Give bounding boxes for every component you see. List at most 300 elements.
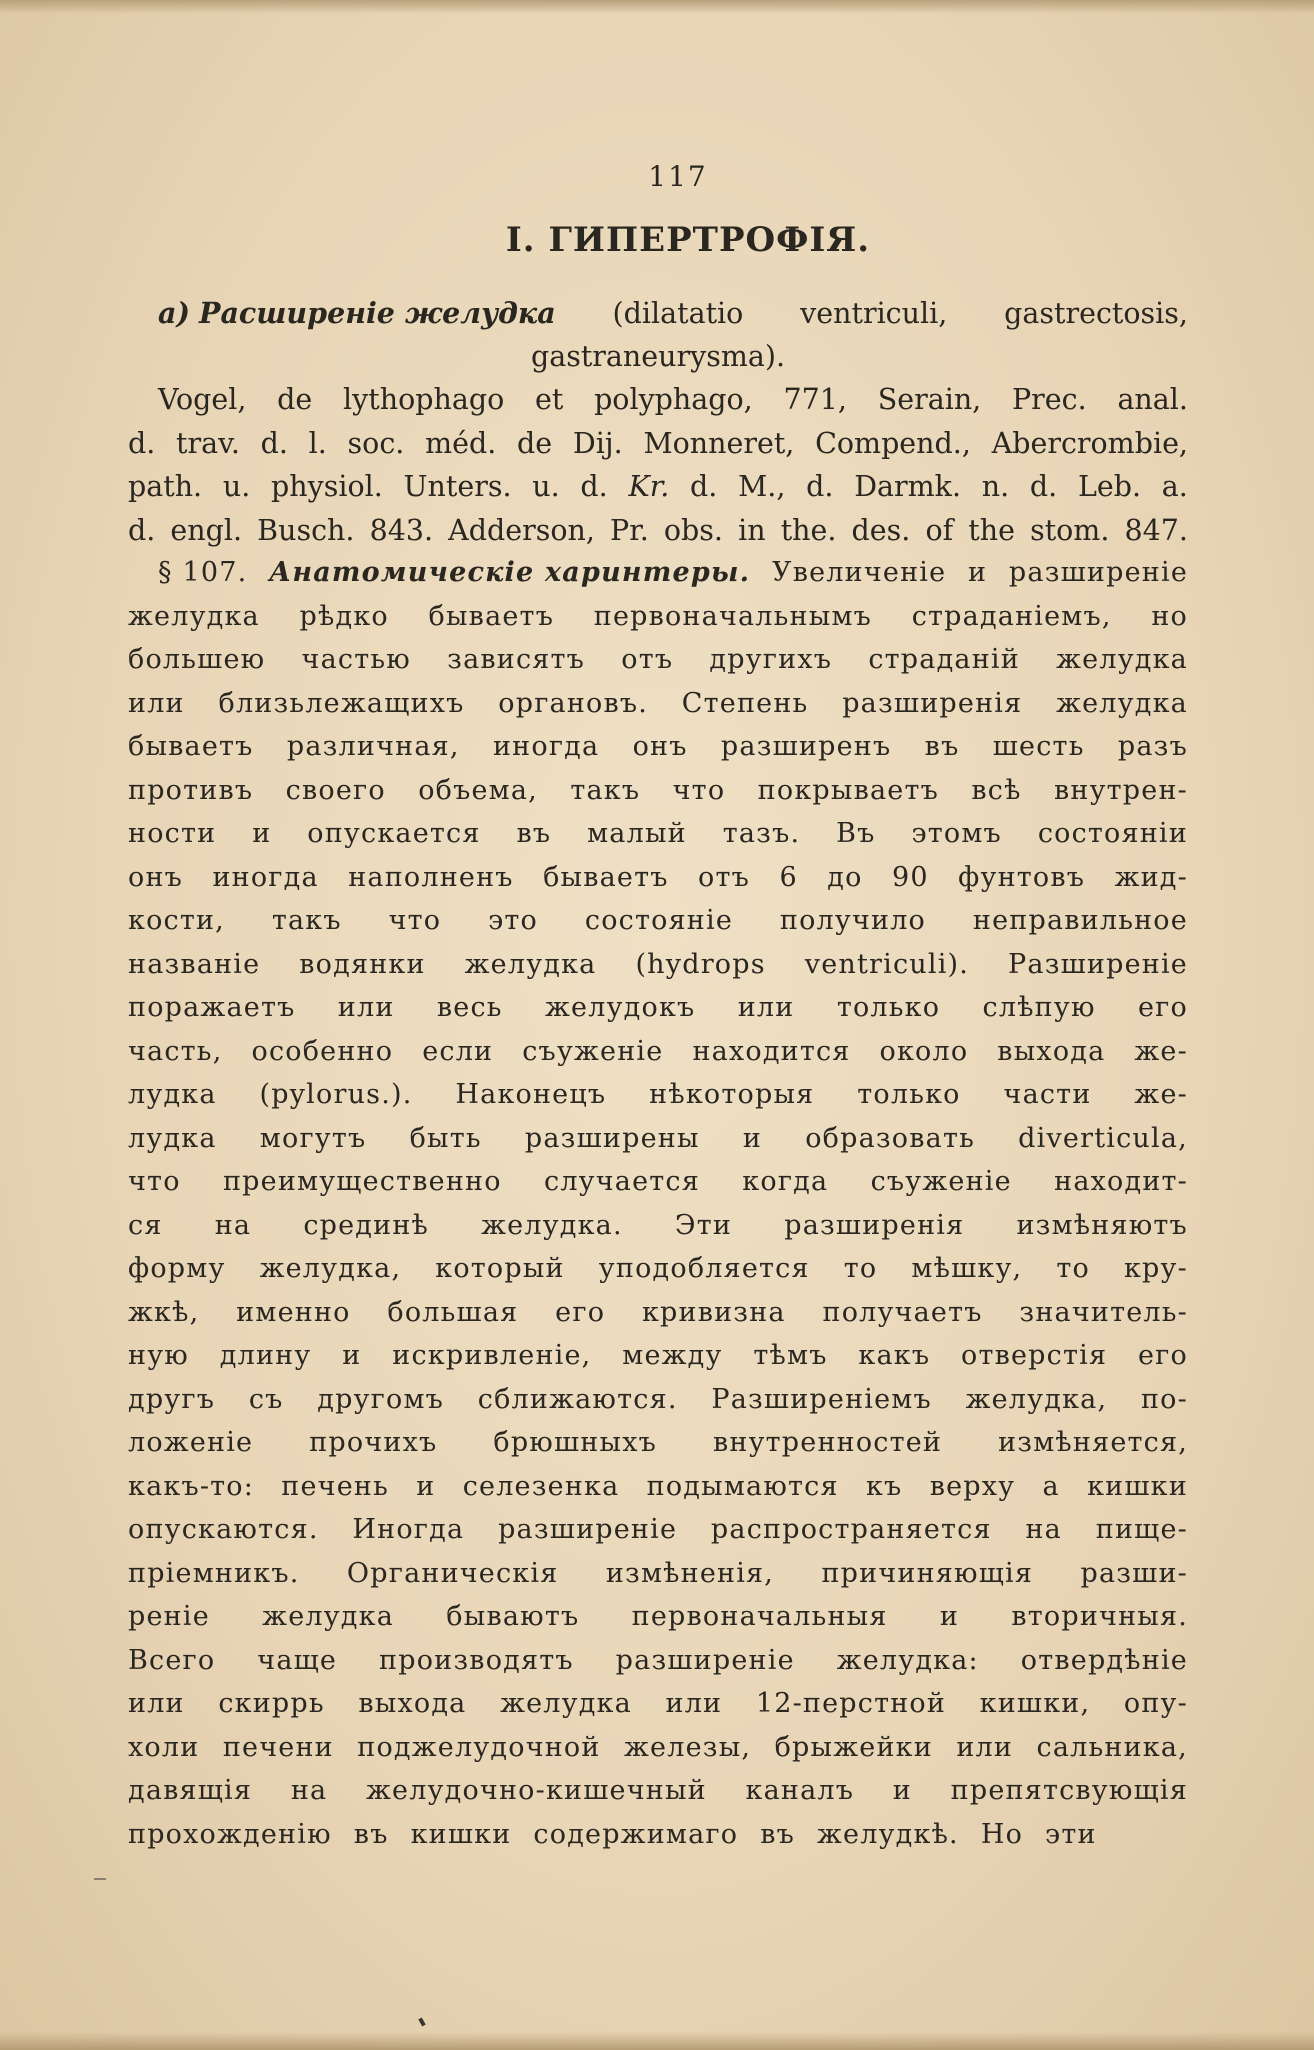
bibliography-line: [128, 427, 1188, 471]
bibliography-word: Abercrombie,: [991, 426, 1188, 460]
paragraph-word: это: [488, 905, 539, 936]
paragraph-word: фунтовъ: [958, 861, 1086, 893]
paragraph-word: отвердѣніе: [1020, 1644, 1188, 1676]
paragraph-body: [128, 601, 1188, 1863]
paragraph-word: покрываетъ: [757, 774, 939, 806]
paragraph-word: лудка: [128, 1079, 217, 1110]
paragraph-word: состояніи: [1037, 818, 1188, 849]
paragraph-word: съ: [248, 1383, 284, 1415]
paragraph-word: и: [252, 818, 272, 849]
paragraph-word: названіе: [128, 948, 261, 980]
paragraph-word: прохожденію: [128, 1818, 332, 1850]
paragraph-word: (hydrops: [635, 948, 766, 980]
heading-line: [128, 296, 1188, 340]
text-block: [128, 160, 1188, 1862]
paragraph-word: форму: [128, 1253, 226, 1284]
paragraph-line: [128, 1166, 1188, 1210]
bibliography: [128, 383, 1188, 557]
bibliography-word: Dij.: [572, 426, 623, 460]
paragraph-word: измѣняютъ: [1016, 1209, 1188, 1241]
paragraph-word: находится: [692, 1035, 851, 1067]
paragraph-word: въ: [924, 731, 960, 762]
paragraph-word: кишки: [410, 1818, 512, 1850]
paragraph-word: желудка,: [965, 1383, 1108, 1415]
paragraph-word: иногда: [212, 861, 319, 893]
paragraph-word: отъ: [621, 644, 674, 675]
paragraph-word: (pylorus.).: [259, 1079, 413, 1110]
paragraph-word: только: [836, 992, 941, 1023]
paragraph-word: нѣкоторыя: [649, 1079, 815, 1110]
paragraph-word: бываетъ: [543, 861, 669, 893]
paragraph-word: въ: [353, 1818, 389, 1850]
paragraph-word: опускается: [307, 818, 481, 849]
paragraph-word: Въ: [836, 818, 876, 849]
paragraph-line: [128, 1079, 1188, 1123]
paragraph-word: причиняющія: [821, 1557, 1034, 1589]
paragraph-word: шесть: [992, 731, 1085, 762]
paragraph-word: срединѣ: [303, 1209, 429, 1241]
paragraph-word: кривизна: [641, 1296, 786, 1328]
paragraph-word: желудка,: [259, 1253, 402, 1284]
bibliography-word: de: [517, 426, 553, 460]
paragraph-word: поражаетъ: [128, 992, 296, 1023]
paragraph-word: на: [214, 1209, 252, 1241]
heading-label: a) Расширеніе желудка: [158, 296, 556, 330]
paragraph-word: такъ: [570, 774, 641, 806]
bibliography-word: M.,: [738, 470, 786, 503]
paragraph-line: [128, 644, 1188, 688]
paragraph-word: брыжейки: [774, 1731, 933, 1763]
paragraph-word: Увеличеніе: [772, 557, 947, 588]
section-title: I. ГИПЕРТРОФІЯ.: [505, 220, 871, 260]
paragraph-word: тазъ.: [722, 818, 801, 849]
paragraph-word: на: [290, 1775, 328, 1806]
paragraph-line: [128, 1601, 1188, 1645]
paragraph-word: въ: [760, 1818, 796, 1850]
paragraph-word: и: [892, 1775, 912, 1806]
paragraph-word: желудка: [262, 1601, 395, 1632]
bibliography-word: Pr.: [610, 513, 649, 547]
paragraph-word: или: [737, 992, 795, 1023]
paragraph-word: Наконецъ: [455, 1079, 607, 1110]
bibliography-word: the.: [780, 513, 837, 547]
paragraph-word: разъ: [1117, 731, 1188, 762]
bibliography-word: d.: [806, 470, 834, 503]
paragraph-word: часть,: [128, 1035, 223, 1067]
paragraph-word: иногда: [492, 731, 600, 762]
paragraph-word: то: [1056, 1253, 1090, 1284]
paragraph-word: близьлежащихъ: [218, 687, 465, 719]
bibliography-word: physiol.: [271, 470, 383, 503]
paragraph-word: или: [956, 1731, 1014, 1763]
bibliography-word: Kr.: [628, 470, 670, 503]
paragraph-word: получило: [779, 905, 927, 936]
paragraph-word: образовать: [805, 1122, 975, 1154]
bibliography-word: l.: [308, 426, 327, 460]
paragraph-word: 6: [779, 861, 798, 893]
paragraph-word: измѣняется,: [998, 1427, 1188, 1458]
paragraph-word: или: [665, 1688, 723, 1719]
bibliography-word: of: [925, 513, 954, 547]
paragraph-word: опу-: [1123, 1688, 1188, 1719]
paragraph-word: большею: [128, 644, 266, 675]
paragraph-word: же-: [1134, 1035, 1188, 1067]
bibliography-word: d.: [260, 426, 288, 460]
paragraph-word: съуженіе: [870, 1166, 1012, 1197]
paragraph-word: желудка: [1056, 644, 1188, 675]
paragraph-word: своего: [285, 774, 386, 806]
paragraph-word: Но: [980, 1818, 1024, 1850]
paragraph-word: водянки: [299, 948, 426, 980]
paragraph-word: быть: [409, 1122, 482, 1154]
paragraph-word: желудка: [128, 600, 260, 632]
bibliography-word: u.: [532, 470, 560, 503]
paragraph-line: [128, 1036, 1188, 1080]
paragraph-word: брюшныхъ: [493, 1427, 657, 1458]
paragraph-word: и: [968, 557, 988, 588]
bibliography-word: engl.: [170, 513, 243, 547]
paragraph-word: находит-: [1054, 1166, 1188, 1197]
bibliography-word: 847.: [1124, 513, 1188, 547]
paragraph-word: получаетъ: [822, 1296, 983, 1328]
paragraph-word: разширеніе: [615, 1644, 795, 1676]
page-bottom-shadow: [0, 2032, 1314, 2050]
paragraph-word: особенно: [251, 1035, 394, 1067]
paragraph-word: длину: [219, 1340, 312, 1371]
paragraph-line: [128, 1775, 1188, 1819]
paragraph-word: Разширеніемъ: [711, 1383, 932, 1415]
paragraph-word: около: [879, 1035, 969, 1067]
paragraph-line: [128, 862, 1188, 906]
heading-line: [128, 340, 1188, 384]
paragraph-word: онъ: [632, 731, 688, 762]
paragraph-word: такъ: [271, 905, 342, 936]
ink-speck: [418, 2018, 425, 2027]
paragraph-line: [128, 1514, 1188, 1558]
bibliography-word: Unters.: [403, 470, 512, 503]
paragraph-word: разши-: [1080, 1557, 1188, 1589]
paragraph-word: или: [128, 1688, 185, 1719]
bibliography-word: Prec.: [1012, 383, 1087, 416]
paragraph-word: именно: [236, 1296, 351, 1328]
paragraph-word: если: [422, 1035, 494, 1067]
paragraph-word: могутъ: [259, 1122, 367, 1154]
paragraph-word: подымаются: [646, 1470, 839, 1502]
paragraph-word: верху: [929, 1470, 1016, 1502]
paragraph-word: внутрен-: [1053, 774, 1188, 806]
paragraph-word: ся: [128, 1209, 163, 1241]
paragraph-word: эти: [1045, 1818, 1097, 1850]
bibliography-word: Adderson,: [448, 513, 595, 547]
paragraph-word: разширенія: [784, 1209, 965, 1241]
paragraph-word: же-: [1134, 1079, 1188, 1110]
paragraph-word: рѣдко: [299, 600, 389, 632]
paragraph-word: каналъ: [745, 1775, 855, 1806]
paragraph-word: малый: [587, 818, 687, 849]
paragraph-word: слѣпую: [982, 992, 1096, 1023]
paragraph-word: сальника,: [1036, 1731, 1188, 1763]
paragraph-word: этомъ: [911, 818, 1002, 849]
paragraph-line: [128, 1558, 1188, 1602]
paragraph-word: 90: [891, 861, 929, 893]
paragraph-word: только: [857, 1079, 961, 1110]
paragraph-word: что: [128, 1166, 181, 1197]
paragraph-word: 12-перстной: [755, 1688, 947, 1719]
paragraph-word: разширеніе: [1008, 557, 1188, 588]
bibliography-word: d.: [128, 426, 156, 460]
bibliography-word: Darmk.: [854, 470, 962, 503]
paragraph-word: и: [742, 1122, 763, 1154]
paragraph-word: селезенка: [462, 1470, 620, 1502]
paragraph-word: его: [1138, 1340, 1188, 1371]
paragraph-word: части: [1003, 1079, 1092, 1110]
paragraph-word: Иногда: [352, 1514, 465, 1545]
paragraph-word: или: [337, 992, 395, 1023]
paragraph-word: давящія: [128, 1775, 253, 1806]
bibliography-word: the: [968, 513, 1015, 547]
paragraph-word: Разширеніе: [1008, 948, 1188, 980]
bibliography-word: Busch.: [257, 513, 355, 547]
paragraph-word: частью: [301, 644, 411, 675]
heading-word: ventriculi,: [800, 297, 948, 330]
paragraph-line: [128, 1427, 1188, 1471]
paragraph-word: пище-: [1095, 1514, 1188, 1545]
heading-continuation: gastraneurysma).: [530, 339, 786, 373]
paragraph-word: различная,: [286, 731, 460, 762]
paragraph-word: желудочно-кишечный: [365, 1775, 707, 1806]
bibliography-word: Monneret,: [643, 426, 795, 460]
paragraph-word: искривленіе,: [392, 1340, 592, 1371]
paragraph-line: [128, 1384, 1188, 1428]
paragraph-word: ную: [128, 1340, 189, 1371]
bibliography-word: Compend.,: [815, 426, 971, 460]
paragraph-line: [128, 1297, 1188, 1341]
paragraph-word: другихъ: [709, 644, 833, 675]
paragraph-word: желудкѣ.: [817, 1818, 959, 1850]
paragraph-line: [128, 1471, 1188, 1515]
paragraph-word: который: [435, 1253, 565, 1284]
paragraph-line: [128, 1645, 1188, 1689]
paragraph-word: Степень: [681, 687, 809, 719]
paragraph-word: онъ: [128, 861, 184, 893]
paragraph-word: жкѣ,: [128, 1296, 200, 1328]
bibliography-word: Leb.: [1077, 470, 1142, 503]
paragraph-word: между: [622, 1340, 723, 1371]
paragraph-word: значитель-: [1019, 1296, 1188, 1328]
bibliography-word: obs.: [663, 513, 723, 547]
paragraph-word: что: [672, 774, 726, 806]
paragraph-line: [128, 949, 1188, 993]
paragraph-word: первоначальнымъ: [593, 600, 873, 632]
paragraph-first-line: [128, 557, 1188, 601]
paragraph-word: его: [555, 1296, 606, 1328]
paragraph-word: жид-: [1114, 861, 1188, 893]
paragraph-word: разширенія: [842, 687, 1023, 719]
paragraph-word: какъ: [858, 1340, 931, 1371]
paragraph-word: то: [843, 1253, 878, 1284]
bibliography-word: trav.: [176, 426, 240, 460]
heading-word: gastrectosis,: [1004, 297, 1188, 330]
paragraph-word: реніе: [128, 1601, 210, 1632]
paragraph-word: преимущественно: [222, 1166, 502, 1197]
paragraph-word: желудка:: [836, 1644, 979, 1676]
paragraph-line: [128, 1210, 1188, 1254]
paragraph-word: органовъ.: [498, 687, 649, 719]
paragraph-word: производятъ: [379, 1644, 574, 1676]
paragraph-word: печени: [222, 1731, 334, 1763]
paragraph-line: [128, 992, 1188, 1036]
paragraph-word: когда: [742, 1166, 829, 1197]
paragraph-word: скиррь: [218, 1688, 325, 1719]
bibliography-word: d.: [1029, 470, 1058, 503]
paragraph-word: желудка: [1056, 687, 1188, 719]
bibliography-word: de: [277, 383, 313, 416]
bibliography-word: et: [534, 383, 564, 416]
paragraph-word: кру-: [1123, 1253, 1188, 1284]
paragraph-word: кости,: [128, 905, 225, 936]
paragraph-word: и: [416, 1470, 436, 1502]
paragraph-word: бываетъ: [428, 600, 555, 632]
bibliography-word: a.: [1161, 470, 1188, 503]
paragraph-word: зависятъ: [447, 644, 586, 675]
paragraph-word: разширены: [524, 1122, 700, 1154]
paragraph-line: [128, 688, 1188, 732]
section-number: § 107.: [158, 557, 248, 588]
paragraph-word: содержимаго: [533, 1818, 739, 1850]
paragraph-word: желудка: [500, 1688, 632, 1719]
paragraph-line: [128, 1732, 1188, 1776]
paragraph-word: по-: [1140, 1383, 1188, 1415]
heading-word: (dilatatio: [612, 297, 744, 330]
paragraph-word: Всего: [128, 1644, 216, 1676]
paragraph-word: страданіемъ,: [911, 600, 1112, 632]
paragraph-word: кишки,: [979, 1688, 1091, 1719]
paragraph-word: измѣненія,: [605, 1557, 775, 1589]
paragraph-word: поджелудочной: [357, 1731, 601, 1763]
paragraph-word: неправильное: [972, 905, 1188, 936]
paragraph-word: выхода: [358, 1688, 467, 1719]
bibliography-word: n.: [981, 470, 1010, 503]
paragraph-word: случается: [544, 1166, 700, 1197]
paragraph-word: лудка: [128, 1122, 217, 1154]
paragraph-word: выхода: [997, 1035, 1106, 1067]
bibliography-word: d.: [580, 470, 608, 503]
paragraph-word: къ: [865, 1470, 903, 1502]
paragraph-line: [128, 601, 1188, 645]
bibliography-line: [128, 470, 1188, 514]
paragraph-word: отъ: [698, 861, 751, 893]
paragraph-word: прочихъ: [309, 1427, 438, 1458]
paragraph-word: опускаются.: [128, 1514, 319, 1545]
paragraph-word: и: [939, 1601, 960, 1632]
paragraph-word: и: [342, 1340, 362, 1371]
paragraph-line: [128, 1819, 1188, 1863]
bibliography-word: 771,: [783, 383, 847, 416]
paragraph-word: печень: [281, 1470, 389, 1502]
paragraph-title: Анатомическіе харинтеры.: [269, 557, 751, 588]
paragraph-word: Эти: [674, 1209, 733, 1241]
paragraph-word: препятсвующія: [950, 1775, 1188, 1806]
paragraph-word: внутренностей: [712, 1427, 943, 1458]
paragraph-word: уподобляется: [598, 1253, 810, 1284]
paragraph-word: Органическія: [346, 1557, 559, 1589]
bibliography-word: Serain,: [877, 383, 982, 416]
paragraph-word: сближаются.: [477, 1383, 678, 1415]
paragraph-word: тѣмъ: [753, 1340, 828, 1371]
paragraph-word: желудка: [464, 948, 597, 980]
paragraph-word: ности: [128, 818, 217, 849]
paragraph-word: противъ: [128, 774, 254, 806]
bibliography-word: 843.: [369, 513, 434, 547]
paragraph-word: бываютъ: [446, 1601, 580, 1632]
paragraph-line: [128, 1253, 1188, 1297]
paragraph-word: а: [1042, 1470, 1060, 1502]
paragraph-word: вторичныя.: [1011, 1601, 1188, 1632]
bibliography-word: lythophago: [343, 383, 505, 416]
paragraph-word: бываетъ: [128, 731, 254, 762]
paragraph-line: [128, 905, 1188, 949]
paragraph-word: но: [1151, 600, 1188, 632]
bibliography-line: [128, 514, 1188, 558]
paragraph-word: распространяется: [710, 1514, 992, 1545]
paragraph-word: отверстія: [961, 1340, 1108, 1371]
paragraph-word: весь: [436, 992, 503, 1023]
paragraph-word: въ: [516, 818, 552, 849]
margin-mark: [94, 1878, 106, 1880]
paragraph-word: пріемникъ.: [128, 1557, 300, 1589]
paragraph-word: состояніе: [584, 905, 734, 936]
paragraph-line: [128, 731, 1188, 775]
bibliography-word: des.: [851, 513, 911, 547]
bibliography-word: u.: [222, 470, 251, 503]
paragraph-word: наполненъ: [348, 861, 514, 893]
paragraph-word: железы,: [624, 1731, 752, 1763]
paragraph-line: [128, 775, 1188, 819]
paragraph-word: на: [1025, 1514, 1062, 1545]
paragraph-word: желудка.: [481, 1209, 623, 1241]
bibliography-word: path.: [128, 470, 203, 503]
bibliography-line: [128, 383, 1188, 427]
paragraph-word: кишки: [1087, 1470, 1188, 1502]
paragraph-word: съуженіе: [522, 1035, 664, 1067]
bibliography-word: soc.: [347, 426, 405, 460]
paragraph-word: какъ-то:: [128, 1470, 255, 1502]
paragraph-word: его: [1138, 992, 1188, 1023]
paragraph-line: [128, 1340, 1188, 1384]
paragraph-word: всѣ: [971, 774, 1022, 806]
paragraph-word: большая: [387, 1296, 519, 1328]
bibliography-word: in: [738, 513, 766, 547]
paragraph-word: разширенъ: [720, 731, 892, 762]
paragraph-word: чаще: [257, 1644, 338, 1676]
paragraph-word: до: [827, 861, 863, 893]
bibliography-word: stom.: [1030, 513, 1110, 547]
paragraph-word: diverticula,: [1018, 1122, 1188, 1154]
paragraph-line: [128, 818, 1188, 862]
page-top-shadow: [0, 0, 1314, 14]
bibliography-word: anal.: [1117, 383, 1188, 416]
paragraph-word: холи: [128, 1731, 200, 1763]
bibliography-word: méd.: [425, 426, 497, 460]
paragraph-line: [128, 1688, 1188, 1732]
bibliography-word: Vogel,: [158, 383, 247, 416]
paragraph-word: желудокъ: [545, 992, 696, 1023]
paragraph-line: [128, 1123, 1188, 1167]
paragraph-word: ventriculi).: [804, 948, 970, 980]
bibliography-word: polyphago,: [594, 383, 753, 416]
paragraph-word: ложеніе: [128, 1427, 254, 1458]
paragraph-word: или: [128, 687, 185, 719]
